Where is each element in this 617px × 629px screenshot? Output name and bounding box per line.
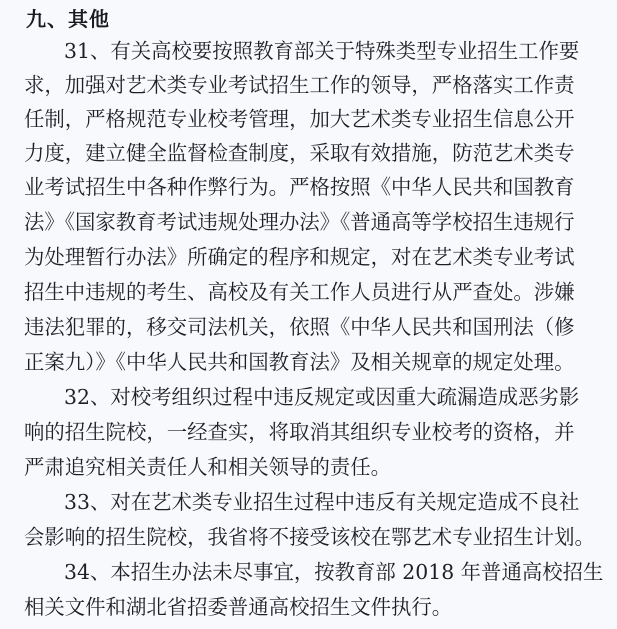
text-line: 法》《国家教育考试违规处理办法》《普通高等学校招生违规行 — [24, 210, 575, 234]
text-line: 会影响的招生院校，我省将不接受该校在鄂艺术专业招生计划。 — [24, 525, 595, 549]
text-line: 32、对校考组织过程中违反规定或因重大疏漏造成恶劣影 — [64, 385, 580, 409]
text-line: 业考试招生中各种作弊行为。严格按照《中华人民共和国教育 — [24, 175, 575, 199]
text-line: 相关文件和湖北省招委普通高校招生文件执行。 — [24, 595, 453, 619]
text-line: 任制，严格规范专业校考管理，加大艺术类专业招生信息公开 — [24, 107, 575, 131]
text-line: 违法犯罪的，移交司法机关，依照《中华人民共和国刑法（修 — [24, 315, 575, 339]
text-line: 招生中违规的考生、高校及有关工作人员进行从严查处。涉嫌 — [24, 280, 575, 304]
section-heading: 九、其他 — [26, 7, 110, 31]
text-line: 力度，建立健全监督检查制度，采取有效措施，防范艺术类专 — [24, 141, 575, 165]
text-line: 为处理暂行办法》所确定的程序和规定，对在艺术类专业考试 — [24, 245, 575, 269]
text-line: 正案九）》《中华人民共和国教育法》及相关规章的规定处理。 — [24, 350, 575, 374]
text-line: 求，加强对艺术类专业考试招生工作的领导，严格落实工作责 — [24, 73, 575, 97]
text-line: 31、有关高校要按照教育部关于特殊类型专业招生工作要 — [64, 39, 580, 63]
text-line: 33、对在艺术类专业招生过程中违反有关规定造成不良社 — [64, 490, 580, 514]
text-line: 34、本招生办法未尽事宜，按教育部 2018 年普通高校招生 — [64, 560, 604, 584]
text-line: 响的招生院校，一经查实，将取消其组织专业校考的资格，并 — [24, 420, 575, 444]
text-line: 严肃追究相关责任人和相关领导的责任。 — [24, 455, 392, 479]
